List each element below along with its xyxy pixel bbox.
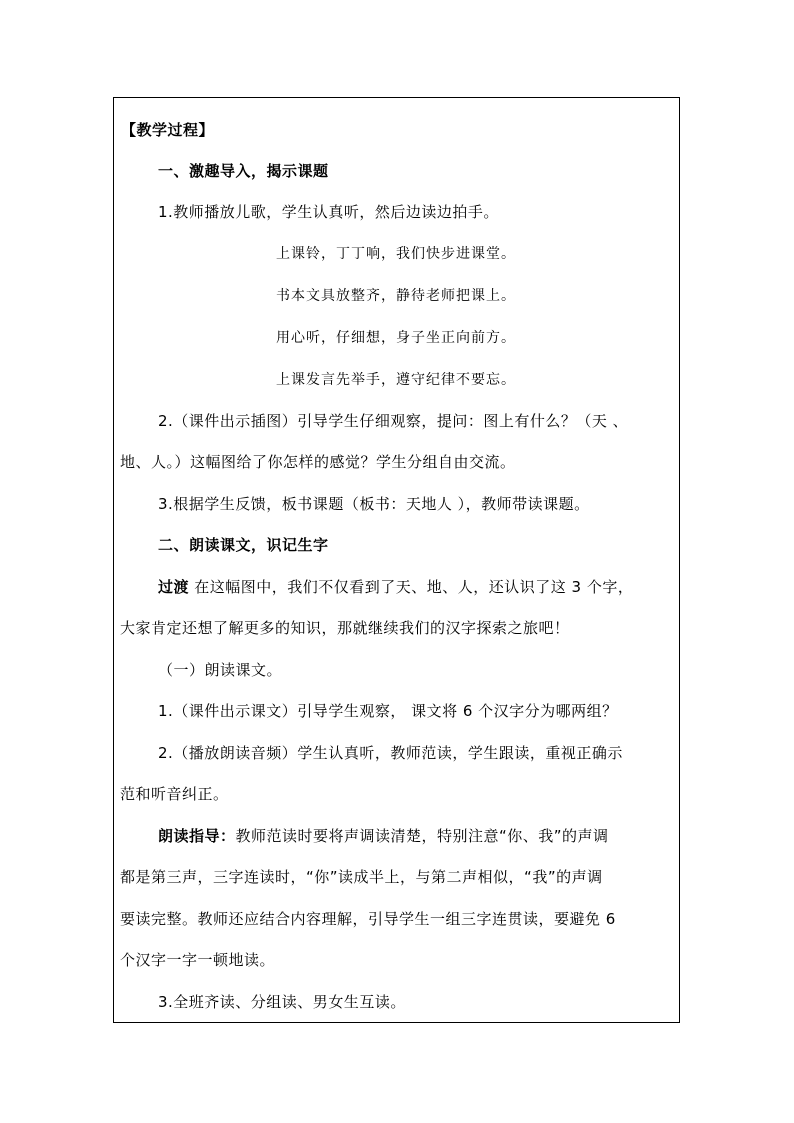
sub-heading-1: （一）朗读课文。 <box>158 661 283 679</box>
part2-heading: 二、朗读课文，识记生字 <box>158 536 329 554</box>
guide-line-4: 个汉字一字一顿地读。 <box>120 951 276 969</box>
poem-line-4: 上课发言先举手，遵守纪律不要忘。 <box>276 372 516 388</box>
transition-line-1 <box>158 577 633 597</box>
item-1: 1.（课件出示课文）引导学生观察， 课文将 6 个汉字分为哪两组？ <box>158 702 618 720</box>
guide-line-2: 都是第三声，三字连读时，“你”读成半上，与第二声相似，“我”的声调 <box>120 868 603 886</box>
part1-step2-line1: 2.（课件出示插图）引导学生仔细观察，提问：图上有什么？（天 、 <box>158 412 629 430</box>
guide-line-1 <box>158 826 609 846</box>
poem-line-3: 用心听，仔细想，身子坐正向前方。 <box>276 330 516 346</box>
section-title: 【教学过程】 <box>121 121 215 139</box>
transition-text: 在这幅图中，我们不仅看到了天、地、人，还认识了这 3 个字， <box>189 578 634 596</box>
guide-label: 朗读指导： <box>158 827 236 845</box>
transition-line-2: 大家肯定还想了解更多的知识，那就继续我们的汉字探索之旅吧！ <box>120 619 570 637</box>
part1-step2-line2: 地、人。）这幅图给了你怎样的感觉？学生分组自由交流。 <box>120 453 516 471</box>
part1-heading: 一、激趣导入，揭示课题 <box>158 162 329 180</box>
item-3: 3.全班齐读、分组读、男女生互读。 <box>158 993 406 1011</box>
part1-step1: 1.教师播放儿歌，学生认真听，然后边读边拍手。 <box>158 203 499 221</box>
item-2-line-2: 范和听音纠正。 <box>120 785 229 803</box>
part1-step3: 3.根据学生反馈，板书课题（板书：天地人 ），教师带读课题。 <box>158 495 590 513</box>
guide-text: 教师范读时要将声调读清楚，特别注意“你、我”的声调 <box>235 827 609 845</box>
guide-line-3: 要读完整。教师还应结合内容理解，引导学生一组三字连贯读，要避免 6 <box>120 910 616 928</box>
poem-line-1: 上课铃，丁丁响，我们快步进课堂。 <box>276 246 516 262</box>
transition-label: 过渡 <box>158 578 190 596</box>
item-2-line-1: 2.（播放朗读音频）学生认真听，教师范读，学生跟读，重视正确示 <box>158 744 623 762</box>
poem-line-2: 书本文具放整齐，静待老师把课上。 <box>276 288 516 304</box>
